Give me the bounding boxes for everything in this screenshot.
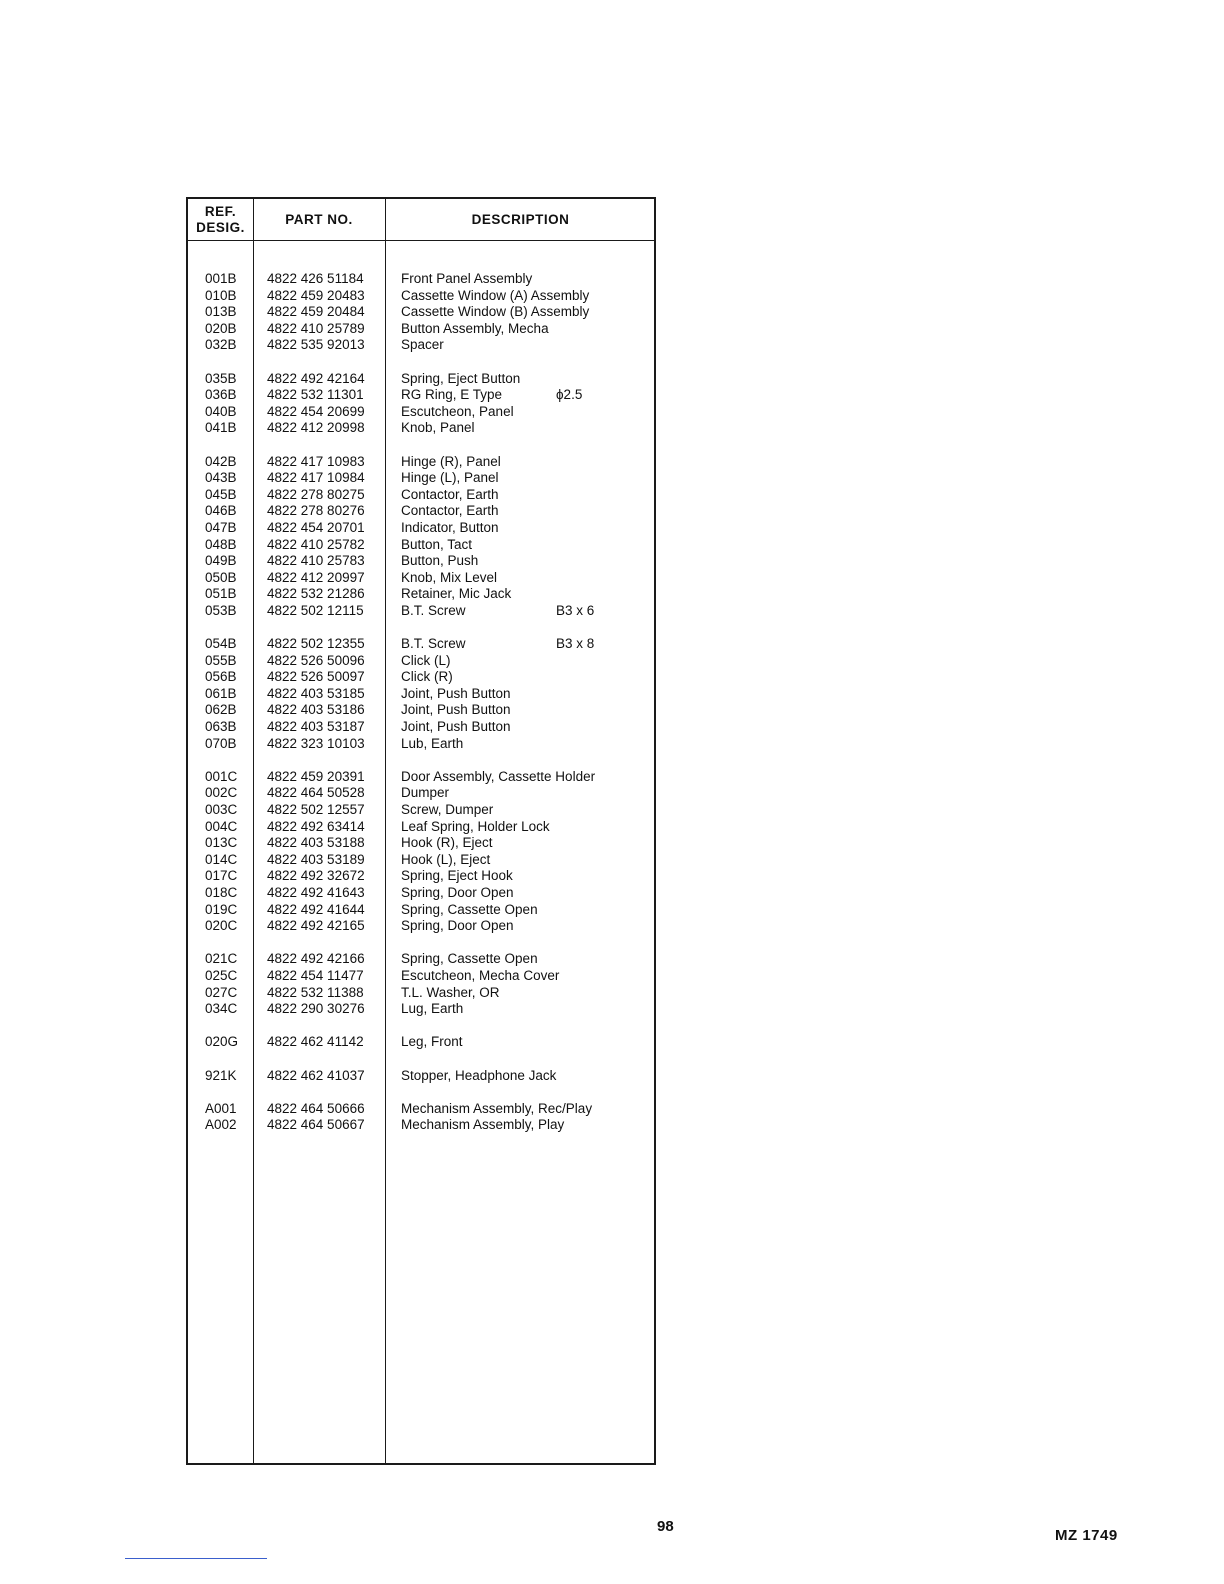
part-no-cell: 4822 492 41644 <box>267 901 365 917</box>
part-no-cell: 4822 492 32672 <box>267 868 365 884</box>
description-cell: Joint, Push Button <box>401 702 511 718</box>
parts-rows <box>188 271 654 1150</box>
part-no-cell: 4822 278 80275 <box>267 486 365 502</box>
ref-desig-cell: 054B <box>205 636 237 652</box>
part-no-cell: 4822 532 21286 <box>267 586 365 602</box>
part-no-cell: 4822 532 11388 <box>267 984 364 1000</box>
part-no-cell: 4822 290 30276 <box>267 1001 365 1017</box>
ref-desig-cell: 051B <box>205 586 237 602</box>
description-cell: B.T. Screw <box>401 636 466 652</box>
table-row <box>188 520 654 537</box>
ref-desig-cell: 046B <box>205 503 237 519</box>
document-code: MZ 1749 <box>1055 1527 1118 1544</box>
table-row <box>188 1101 654 1118</box>
part-no-cell: 4822 403 53189 <box>267 851 365 867</box>
part-no-cell: 4822 492 42164 <box>267 370 365 386</box>
row-group <box>188 371 654 437</box>
row-group <box>188 636 654 752</box>
spec-cell: B3 x 6 <box>556 602 595 618</box>
table-row <box>188 686 654 703</box>
ref-desig-cell: 062B <box>205 702 237 718</box>
description-cell: Screw, Dumper <box>401 802 494 817</box>
description-cell: Hinge (R), Panel <box>401 453 501 469</box>
header-description: DESCRIPTION <box>471 211 570 227</box>
table-row <box>188 852 654 869</box>
description-cell: Hook (R), Eject <box>401 835 493 851</box>
ref-desig-cell: A001 <box>205 1100 237 1116</box>
description-cell: Escutcheon, Mecha Cover <box>401 967 560 983</box>
part-no-cell: 4822 464 50528 <box>267 785 365 801</box>
ref-desig-cell: 036B <box>205 387 237 403</box>
spec-cell: B3 x 8 <box>556 636 595 652</box>
table-row <box>188 785 654 802</box>
table-row <box>188 603 654 620</box>
table-row <box>188 918 654 935</box>
part-no-cell: 4822 278 80276 <box>267 503 365 519</box>
header-ref-line2: DESIG. <box>196 219 245 235</box>
table-row <box>188 636 654 653</box>
table-row <box>188 802 654 819</box>
description-cell: Button Assembly, Mecha <box>401 320 549 336</box>
table-row <box>188 885 654 902</box>
ref-desig-cell: 025C <box>205 967 238 983</box>
table-row <box>188 553 654 570</box>
description-cell: Button, Push <box>401 553 479 569</box>
ref-desig-cell: 032B <box>205 337 237 353</box>
ref-desig-cell: 056B <box>205 669 237 685</box>
ref-desig-cell: 034C <box>205 1001 238 1017</box>
ref-desig-cell: 047B <box>205 519 237 535</box>
part-no-cell: 4822 417 10983 <box>267 453 365 469</box>
part-no-cell: 4822 526 50097 <box>267 669 365 685</box>
ref-desig-cell: 020C <box>205 918 238 934</box>
table-row <box>188 669 654 686</box>
row-group <box>188 769 654 935</box>
table-row <box>188 1034 654 1051</box>
ref-desig-cell: 003C <box>205 802 238 817</box>
part-no-cell: 4822 462 41142 <box>267 1034 364 1050</box>
description-cell: Knob, Panel <box>401 420 475 436</box>
ref-desig-cell: 013B <box>205 304 237 320</box>
ref-desig-cell: 002C <box>205 785 238 801</box>
description-cell: Contactor, Earth <box>401 486 499 502</box>
ref-desig-cell: 019C <box>205 901 238 917</box>
description-cell: Lug, Earth <box>401 1001 464 1017</box>
ref-desig-cell: 018C <box>205 884 238 900</box>
ref-desig-cell: 053B <box>205 602 237 618</box>
description-cell: Spring, Door Open <box>401 884 514 900</box>
row-group <box>188 271 654 354</box>
part-no-cell: 4822 526 50096 <box>267 652 365 668</box>
description-cell: Spring, Cassette Open <box>401 901 538 917</box>
table-row <box>188 702 654 719</box>
part-no-cell: 4822 492 42166 <box>267 951 365 967</box>
table-row <box>188 736 654 753</box>
row-group <box>188 1068 654 1085</box>
description-cell: Spring, Door Open <box>401 918 514 934</box>
header-ref-line1: REF. <box>204 203 237 219</box>
description-cell: Contactor, Earth <box>401 503 499 519</box>
description-cell: T.L. Washer, OR <box>401 984 500 1000</box>
description-cell: Retainer, Mic Jack <box>401 586 512 602</box>
table-row <box>188 387 654 404</box>
row-group <box>188 951 654 1017</box>
ref-desig-cell: 014C <box>205 851 238 867</box>
part-no-cell: 4822 403 53188 <box>267 835 365 851</box>
part-no-cell: 4822 454 11477 <box>267 967 364 983</box>
row-group <box>188 454 654 620</box>
ref-desig-cell: 042B <box>205 453 237 469</box>
description-cell: Mechanism Assembly, Rec/Play <box>401 1100 593 1116</box>
ref-desig-cell: 040B <box>205 403 237 419</box>
part-no-cell: 4822 323 10103 <box>267 735 365 751</box>
description-cell: Dumper <box>401 785 450 801</box>
description-cell: Cassette Window (B) Assembly <box>401 304 590 320</box>
table-row <box>188 420 654 437</box>
table-row <box>188 321 654 338</box>
description-cell: Click (L) <box>401 652 451 668</box>
table-row <box>188 271 654 288</box>
description-cell: Leaf Spring, Holder Lock <box>401 818 550 834</box>
parts-list-table <box>186 197 656 1465</box>
page-number: 98 <box>657 1518 674 1535</box>
ref-desig-cell: 001C <box>205 768 238 784</box>
description-cell: B.T. Screw <box>401 602 466 618</box>
part-no-cell: 4822 410 25782 <box>267 536 365 552</box>
row-group <box>188 1034 654 1051</box>
table-row <box>188 337 654 354</box>
table-row <box>188 454 654 471</box>
table-row <box>188 769 654 786</box>
description-cell: Escutcheon, Panel <box>401 403 514 419</box>
ref-desig-cell: 020G <box>205 1034 239 1050</box>
part-no-cell: 4822 417 10984 <box>267 470 365 486</box>
ref-desig-cell: 010B <box>205 287 237 303</box>
table-row <box>188 968 654 985</box>
description-cell: Mechanism Assembly, Play <box>401 1117 565 1133</box>
description-cell: Stopper, Headphone Jack <box>401 1067 557 1083</box>
ref-desig-cell: 020B <box>205 320 237 336</box>
ref-desig-cell: 001B <box>205 271 237 286</box>
part-no-cell: 4822 492 63414 <box>267 818 365 834</box>
description-cell: Knob, Mix Level <box>401 569 498 585</box>
ref-desig-cell: 017C <box>205 868 238 884</box>
ref-desig-cell: 041B <box>205 420 237 436</box>
header-ref-desig <box>188 199 253 240</box>
description-cell: Hinge (L), Panel <box>401 470 499 486</box>
part-no-cell: 4822 492 42165 <box>267 918 365 934</box>
ref-desig-cell: 013C <box>205 835 238 851</box>
part-no-cell: 4822 410 25789 <box>267 320 365 336</box>
description-cell: Joint, Push Button <box>401 685 511 701</box>
header-part-no: PART NO. <box>285 211 353 227</box>
part-no-cell: 4822 426 51184 <box>267 271 364 286</box>
part-no-cell: 4822 403 53185 <box>267 685 365 701</box>
table-row <box>188 304 654 321</box>
part-no-cell: 4822 412 20997 <box>267 569 365 585</box>
description-cell: Front Panel Assembly <box>401 271 533 286</box>
description-cell: Indicator, Button <box>401 519 499 535</box>
table-row <box>188 404 654 421</box>
part-no-cell: 4822 459 20391 <box>267 768 365 784</box>
table-row <box>188 719 654 736</box>
table-row <box>188 371 654 388</box>
table-row <box>188 1001 654 1018</box>
table-row <box>188 1117 654 1134</box>
ref-desig-cell: 048B <box>205 536 237 552</box>
part-no-cell: 4822 454 20701 <box>267 519 365 535</box>
ref-desig-cell: A002 <box>205 1117 237 1133</box>
table-row <box>188 868 654 885</box>
description-cell: Spring, Eject Hook <box>401 868 513 884</box>
part-no-cell: 4822 403 53186 <box>267 702 365 718</box>
description-cell: RG Ring, E Type <box>401 387 503 403</box>
table-row <box>188 1068 654 1085</box>
part-no-cell: 4822 403 53187 <box>267 719 365 735</box>
ref-desig-cell: 050B <box>205 569 237 585</box>
description-cell: Joint, Push Button <box>401 719 511 735</box>
part-no-cell: 4822 535 92013 <box>267 337 365 353</box>
ref-desig-cell: 055B <box>205 652 237 668</box>
table-row <box>188 503 654 520</box>
description-cell: Door Assembly, Cassette Holder <box>401 768 596 784</box>
ref-desig-cell: 070B <box>205 735 237 751</box>
part-no-cell: 4822 454 20699 <box>267 403 365 419</box>
table-row <box>188 902 654 919</box>
ref-desig-cell: 043B <box>205 470 237 486</box>
part-no-cell: 4822 502 12557 <box>267 802 365 817</box>
description-cell: Button, Tact <box>401 536 473 552</box>
spec-cell: ϕ2.5 <box>556 387 583 403</box>
part-no-cell: 4822 464 50666 <box>267 1100 365 1116</box>
header-divider <box>188 240 654 241</box>
description-cell: Hook (L), Eject <box>401 851 491 867</box>
description-cell: Cassette Window (A) Assembly <box>401 287 590 303</box>
part-no-cell: 4822 459 20484 <box>267 304 365 320</box>
table-row <box>188 835 654 852</box>
table-row <box>188 470 654 487</box>
table-row <box>188 570 654 587</box>
ref-desig-cell: 021C <box>205 951 238 967</box>
table-row <box>188 537 654 554</box>
ref-desig-cell: 004C <box>205 818 238 834</box>
description-cell: Spacer <box>401 337 444 353</box>
part-no-cell: 4822 532 11301 <box>267 387 364 403</box>
table-row <box>188 985 654 1002</box>
ref-desig-cell: 045B <box>205 486 237 502</box>
part-no-cell: 4822 462 41037 <box>267 1067 365 1083</box>
part-no-cell: 4822 459 20483 <box>267 287 365 303</box>
part-no-cell: 4822 464 50667 <box>267 1117 365 1133</box>
bottom-rule <box>125 1558 267 1559</box>
part-no-cell: 4822 412 20998 <box>267 420 365 436</box>
ref-desig-cell: 027C <box>205 984 238 1000</box>
part-no-cell: 4822 492 41643 <box>267 884 365 900</box>
ref-desig-cell: 063B <box>205 719 237 735</box>
row-group <box>188 1101 654 1134</box>
ref-desig-cell: 035B <box>205 370 237 386</box>
table-row <box>188 653 654 670</box>
ref-desig-cell: 921K <box>205 1067 237 1083</box>
table-row <box>188 288 654 305</box>
table-row <box>188 586 654 603</box>
table-row <box>188 951 654 968</box>
ref-desig-cell: 061B <box>205 685 237 701</box>
description-cell: Click (R) <box>401 669 453 685</box>
description-cell: Lub, Earth <box>401 735 464 751</box>
part-no-cell: 4822 410 25783 <box>267 553 365 569</box>
table-row <box>188 819 654 836</box>
description-cell: Spring, Cassette Open <box>401 951 538 967</box>
ref-desig-cell: 049B <box>205 553 237 569</box>
part-no-cell: 4822 502 12115 <box>267 602 364 618</box>
table-row <box>188 487 654 504</box>
description-cell: Leg, Front <box>401 1034 463 1050</box>
part-no-cell: 4822 502 12355 <box>267 636 365 652</box>
description-cell: Spring, Eject Button <box>401 370 521 386</box>
